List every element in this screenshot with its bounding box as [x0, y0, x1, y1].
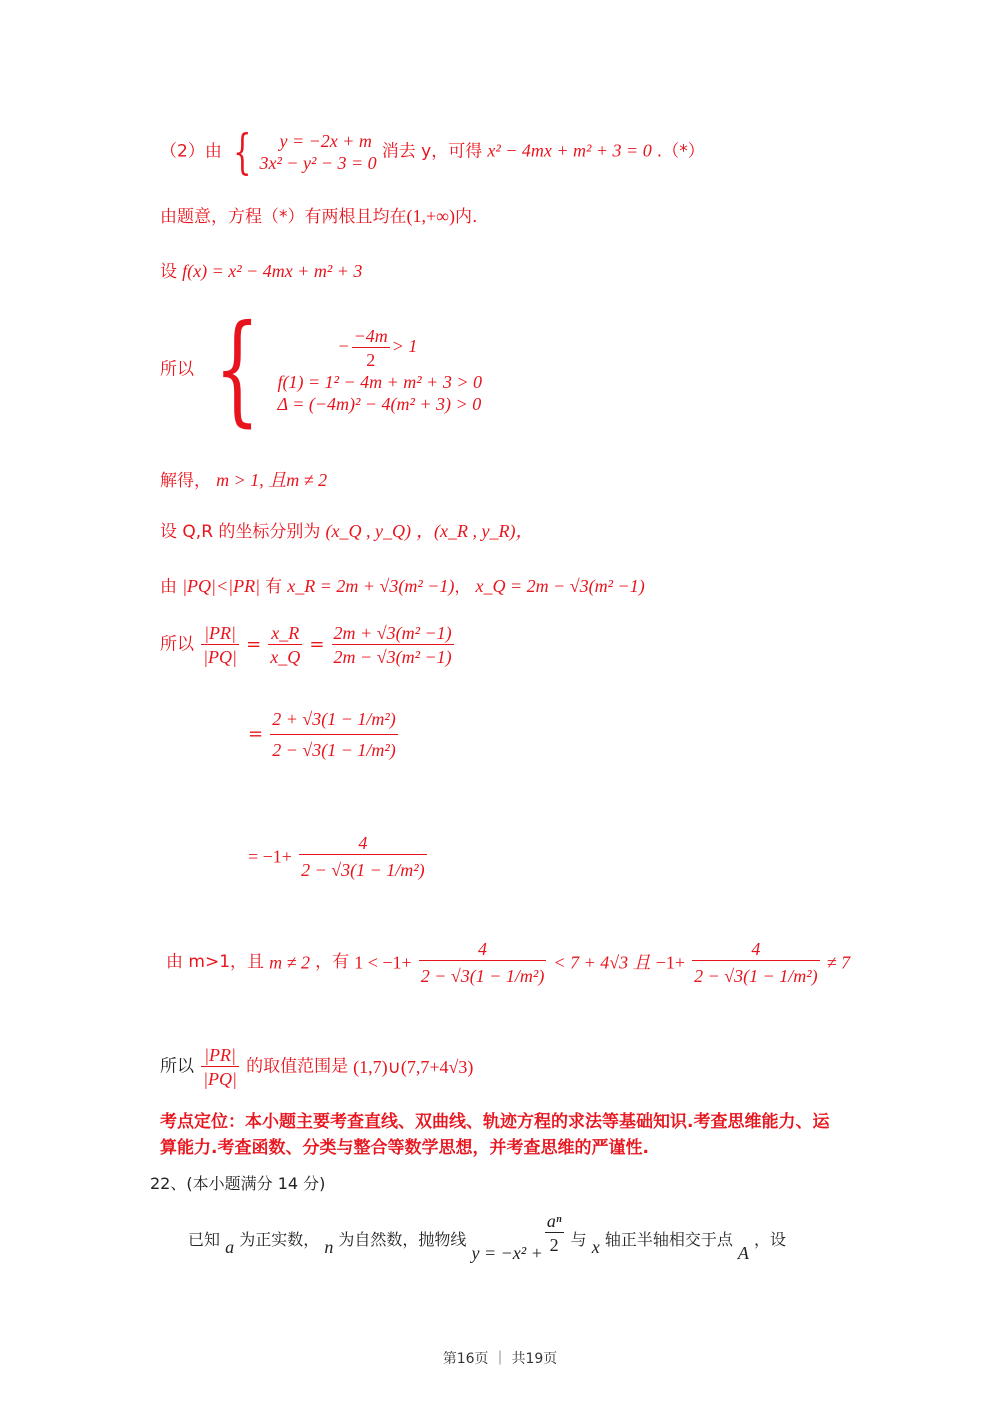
line-1: （2）由 { y = −2x + m 3x² − y² − 3 = 0 消去 y，可得 x² − 4mx + m² + 3 = 0 .（*）: [160, 124, 705, 180]
line-12: 所以 $\frac{|PR|}{|PQ|}$ 的取值范围是 (1,7)∪(7,7+4√3): [160, 1045, 474, 1089]
line-11: 由 m>1，且 m ≠ 2 ，有 1 < −1+ $\frac{4}{\text{2 − √3(1 − 1/m²)}}$ < 7 + 4√3 且 −1+ $\frac{4}{\text{2 − √3(1 − 1/m²)}}$ ≠ 7: [166, 939, 851, 986]
problem-22-text: 已知 a 为正实数， n 为自然数，抛物线 y = −x² + $\frac{\text{aⁿ}}{2}$ 与 x 轴正半轴相交于点 A ，设: [188, 1211, 787, 1263]
line-6: 设 Q,R 的坐标分别为 (x_Q , y_Q) ，(x_R , y_R)，: [160, 521, 534, 542]
line-8: 所以 $\frac{|PR|}{|PQ|}$ = $\frac{x\_R}{x\_Q}$ = $\frac{\text{2m + √3(m² −1)}}{\text{2m − √3(m² −1)}}$: [160, 623, 452, 667]
line-9: = $\frac{\text{2 + √3(1 − 1/m²)}}{\text{2 − √3(1 − 1/m²)}}$: [248, 709, 396, 760]
line-5: 解得， m > 1, 且m ≠ 2: [160, 470, 328, 491]
line-2: 由题意，方程（*）有两根且均在(1,+∞)内.: [160, 206, 478, 227]
page-footer: 第16页 ｜ 共19页: [442, 1351, 558, 1367]
line-4: 所以 { − $\frac{-4m}{2}$ > 1 f(1) = 1² − 4m + m² + 3 > 0 Δ = (−4m)² − 4(m² + 3) > 0: [160, 300, 482, 439]
key-points: 考点定位：本小题主要考查直线、双曲线、轨迹方程的求法等基础知识.考查思维能力、运 算能力.考查函数、分类与整合等数学思想，并考查思维的严谨性.: [160, 1112, 830, 1158]
line-3: 设 f(x) = x² − 4mx + m² + 3: [160, 261, 363, 282]
line-7: 由 |PQ|<|PR| 有 x_R = 2m + √3(m² −1)， x_Q = 2m − √3(m² −1): [160, 576, 645, 597]
line-10: = −1+ $\frac{4}{\text{2 − √3(1 − 1/m²)}}$: [248, 833, 425, 880]
problem-22-title: 22、(本小题满分 14 分): [150, 1174, 326, 1193]
